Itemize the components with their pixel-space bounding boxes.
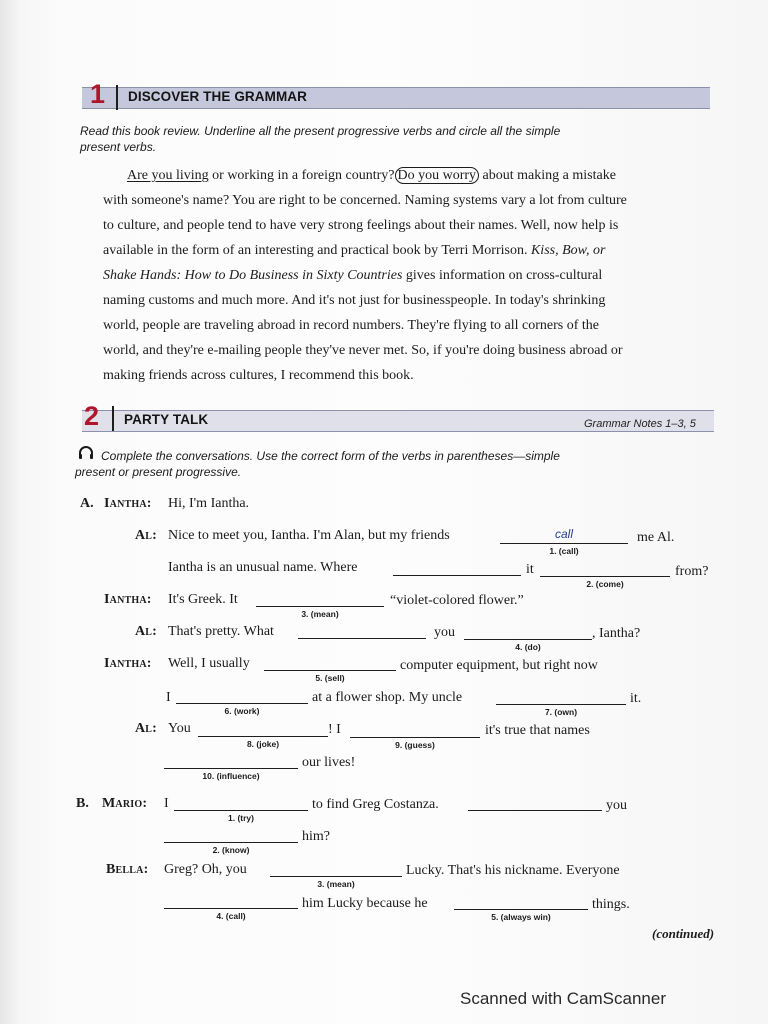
hint-b5: 5. (always win) xyxy=(491,912,551,922)
a-line-4a: It's Greek. It xyxy=(168,592,238,607)
a-line-9: our lives! xyxy=(302,755,356,770)
b-line-3a: Greg? Oh, you xyxy=(164,862,247,877)
hint-b2: 2. (know) xyxy=(212,845,250,855)
hint-b1: 1. (try) xyxy=(228,813,254,823)
speaker-al: Al: xyxy=(135,721,158,736)
speaker-iantha: Iantha: xyxy=(104,656,152,671)
answer-1: call xyxy=(554,527,573,541)
section-2-number: 2 xyxy=(84,401,100,431)
circled-verb: Do you worry xyxy=(395,167,480,184)
book-title-part-2: Shake Hands: How to Do Business in Sixty Countries xyxy=(103,268,403,283)
blank-a5[interactable] xyxy=(264,670,396,671)
review-line-2: with someone's name? You are right to be concerned. Naming systems vary a lot from culture xyxy=(103,193,627,208)
a-line-6a: Well, I usually xyxy=(168,656,250,671)
a-line-7b: at a flower shop. My uncle xyxy=(312,690,463,705)
underlined-verb: Are you living xyxy=(127,168,209,183)
continued-note: (continued) xyxy=(652,926,715,941)
hint-a9: 9. (guess) xyxy=(395,740,435,750)
review-line-3: to culture, and people tend to have very strong feelings about their names. Well, now help is xyxy=(103,218,619,233)
blank-a7[interactable] xyxy=(496,704,626,705)
book-title-part-1: Kiss, Bow, or xyxy=(530,243,606,258)
conversation-a-label: A. xyxy=(80,496,94,511)
a-line-1: Hi, I'm Iantha. xyxy=(168,496,250,511)
grammar-notes-ref: Grammar Notes 1–3, 5 xyxy=(584,418,696,430)
a-line-4b: “violet-colored flower.” xyxy=(390,593,524,608)
a-line-8c: it's true that names xyxy=(485,723,590,738)
a-line-2a: Nice to meet you, Iantha. I'm Alan, but my friends xyxy=(168,528,450,543)
b-line-3b: Lucky. That's his nickname. Everyone xyxy=(406,863,620,878)
b-line-1b: to find Greg Costanza. xyxy=(312,797,439,812)
headphones-icon xyxy=(78,446,94,460)
blank-b5[interactable] xyxy=(454,909,588,910)
section-1-divider xyxy=(116,85,118,110)
blank-a2a[interactable] xyxy=(393,575,521,576)
instructions-line-1: Read this book review. Underline all the present progressive verbs and circle all the simple xyxy=(80,124,561,138)
blank-a1[interactable] xyxy=(500,543,628,544)
hint-b3: 3. (mean) xyxy=(317,879,355,889)
speaker-mario: Mario: xyxy=(102,796,148,811)
hint-a3: 3. (mean) xyxy=(301,609,339,619)
hint-b4: 4. (call) xyxy=(216,911,246,921)
blank-a8[interactable] xyxy=(198,736,328,737)
blank-b4[interactable] xyxy=(164,908,298,909)
section-1-instructions xyxy=(80,123,640,155)
hint-a8: 8. (joke) xyxy=(246,739,280,749)
blank-a6[interactable] xyxy=(176,703,308,704)
a-line-3c: from? xyxy=(675,564,709,579)
a-line-3a: Iantha is an unusual name. Where xyxy=(168,560,358,575)
section-1-number: 1 xyxy=(90,79,106,109)
b-line-2: him? xyxy=(302,829,330,844)
b-line-4b: things. xyxy=(592,897,630,912)
review-line-1: Are you living or working in a foreign country? Do you worry about making a mistake xyxy=(127,168,616,183)
section-2-instructions-2: present or present progressive. xyxy=(75,465,242,479)
scan-edge-shadow xyxy=(0,0,20,1024)
instructions-line-2: present verbs. xyxy=(80,140,157,154)
section-2-title: PARTY TALK xyxy=(124,412,209,427)
blank-a4b[interactable] xyxy=(464,639,592,640)
speaker-bella: Bella: xyxy=(106,862,149,877)
a-line-5a: That's pretty. What xyxy=(168,624,274,639)
b-line-4a: him Lucky because he xyxy=(302,896,428,911)
b-line-1a: I xyxy=(164,796,169,811)
camscanner-watermark: Scanned with CamScanner xyxy=(460,989,667,1008)
hint-a10: 10. (influence) xyxy=(202,771,260,781)
review-line-9: making friends across cultures, I recommend this book. xyxy=(103,368,414,383)
a-line-2b: me Al. xyxy=(637,530,675,545)
a-line-7c: it. xyxy=(630,691,642,706)
speaker-iantha: Iantha: xyxy=(104,592,152,607)
a-line-7a: I xyxy=(166,690,171,705)
blank-b3[interactable] xyxy=(270,876,402,877)
blank-a4a[interactable] xyxy=(298,638,426,639)
section-1-title: DISCOVER THE GRAMMAR xyxy=(128,89,308,104)
review-line-5: Shake Hands: How to Do Business in Sixty Countries gives information on cross-cultural xyxy=(103,268,603,283)
a-line-5b: you xyxy=(434,625,455,640)
review-line-7: world, people are traveling abroad in record numbers. They're flying to all corners of the xyxy=(103,318,599,333)
speaker-al: Al: xyxy=(135,624,158,639)
review-line-8: world, and they're e-mailing people they've never met. So, if you're doing business abroad or xyxy=(103,343,623,358)
section-2-instructions-1: Complete the conversations. Use the correct form of the verbs in parentheses—simple xyxy=(101,449,560,463)
section-2-divider xyxy=(112,406,114,431)
a-line-6b: computer equipment, but right now xyxy=(400,658,598,673)
blank-a3[interactable] xyxy=(256,606,384,607)
blank-b1[interactable] xyxy=(174,810,308,811)
a-line-3b: it xyxy=(526,562,534,577)
blank-b2a[interactable] xyxy=(468,810,602,811)
blank-a10[interactable] xyxy=(164,768,298,769)
a-line-8a: You xyxy=(168,721,191,736)
a-line-5c: , Iantha? xyxy=(592,626,641,641)
b-line-1c: you xyxy=(606,798,627,813)
hint-a5: 5. (sell) xyxy=(315,673,345,683)
review-line-4: available in the form of an interesting and practical book by Terri Morrison. Kiss, Bow, or xyxy=(103,243,606,258)
hint-a6: 6. (work) xyxy=(224,706,260,716)
a-line-8b: ! I xyxy=(328,722,341,737)
blank-a9[interactable] xyxy=(350,737,480,738)
hint-a1: 1. (call) xyxy=(549,546,579,556)
hint-a7: 7. (own) xyxy=(544,707,578,717)
hint-a4: 4. (do) xyxy=(515,642,541,652)
speaker-al: Al: xyxy=(135,528,158,543)
blank-b2b[interactable] xyxy=(164,842,298,843)
speaker-iantha: Iantha: xyxy=(104,496,152,511)
book-review-paragraph xyxy=(103,163,703,388)
blank-a2b[interactable] xyxy=(540,576,670,577)
review-line-6: naming customs and much more. And it's not just for businesspeople. In today's shrinking xyxy=(103,293,606,308)
conversation-b-label: B. xyxy=(76,796,89,811)
hint-a2: 2. (come) xyxy=(586,579,624,589)
